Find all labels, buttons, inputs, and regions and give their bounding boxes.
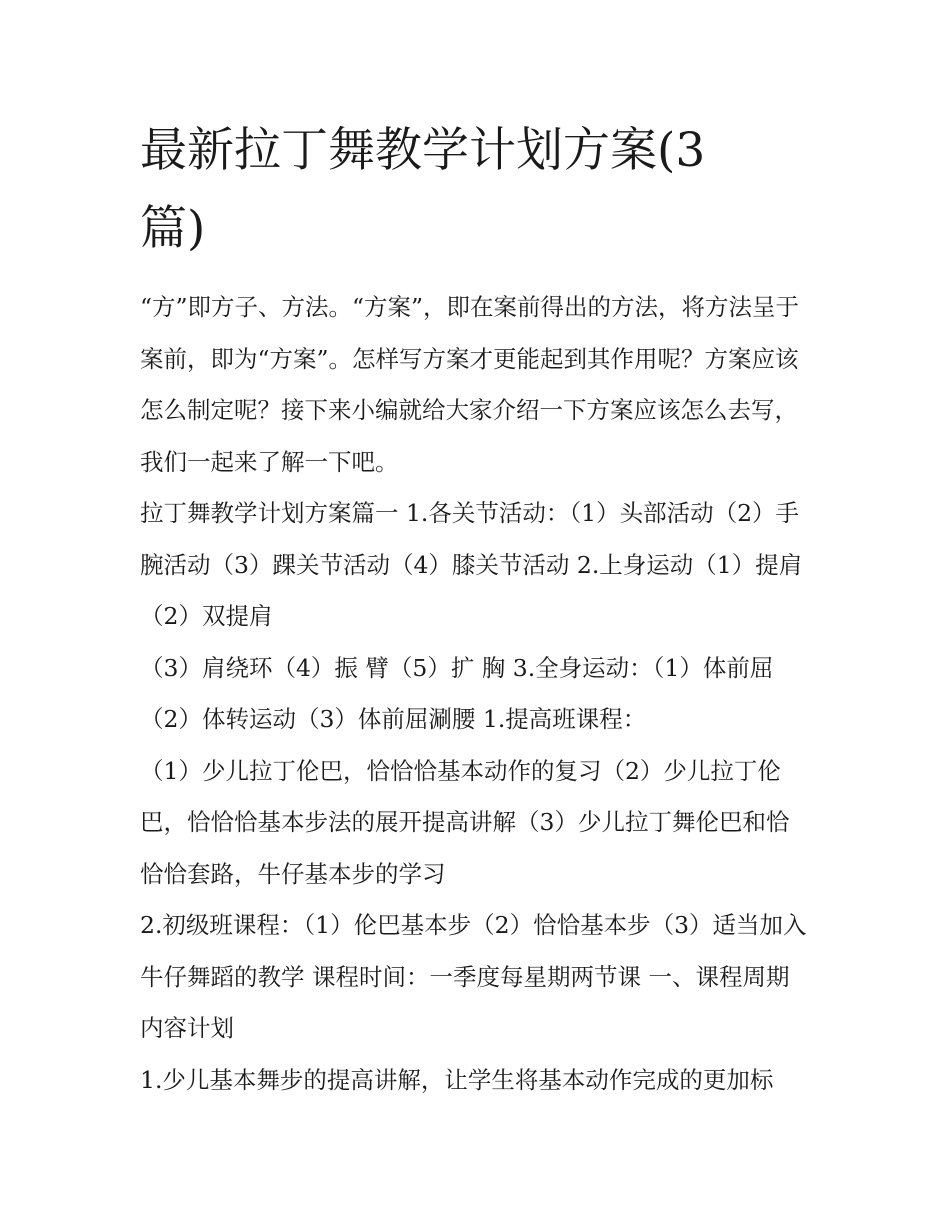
document-title: 最新拉丁舞教学计划方案(3篇)	[140, 123, 706, 256]
plan-one-warmup-paragraph: 拉丁舞教学计划方案篇一 1.各关节活动：（1）头部活动（2）手腕活动（3）踝关节活动（4）膝关节活动 2.上身运动（1）提肩（2）双提肩	[140, 499, 803, 630]
intro-paragraph: “方”即方子、方法。“方案”，即在案前得出的方法，将方法呈于案前，即为“方案”。怎样写方案才更能起到其作用呢？方案应该怎么制定呢？接下来小编就给大家介绍一下方案应该怎么去写，我们一起来了解一下吧。	[140, 293, 800, 476]
body-exercise-paragraph: （3）肩绕环（4）振 臂（5）扩 胸 3.全身运动：（1）体前屈（2）体转运动（3）体前屈涮腰 1.提高班课程：	[140, 653, 774, 733]
document-page	[140, 112, 820, 1106]
advanced-class-paragraph: （1）少儿拉丁伦巴，恰恰恰基本动作的复习（2）少儿拉丁伦巴，恰恰恰基本步法的展开提高讲解（3）少儿拉丁舞伦巴和恰恰恰套路，牛仔基本步的学习	[140, 756, 790, 888]
beginner-class-paragraph: 2.初级班课程：（1）伦巴基本步（2）恰恰基本步（3）适当加入牛仔舞蹈的教学 课程时间：一季度每星期两节课 一、课程周期内容计划	[140, 911, 807, 1042]
course-plan-paragraph: 1.少儿基本舞步的提高讲解，让学生将基本动作完成的更加标	[140, 1065, 774, 1094]
